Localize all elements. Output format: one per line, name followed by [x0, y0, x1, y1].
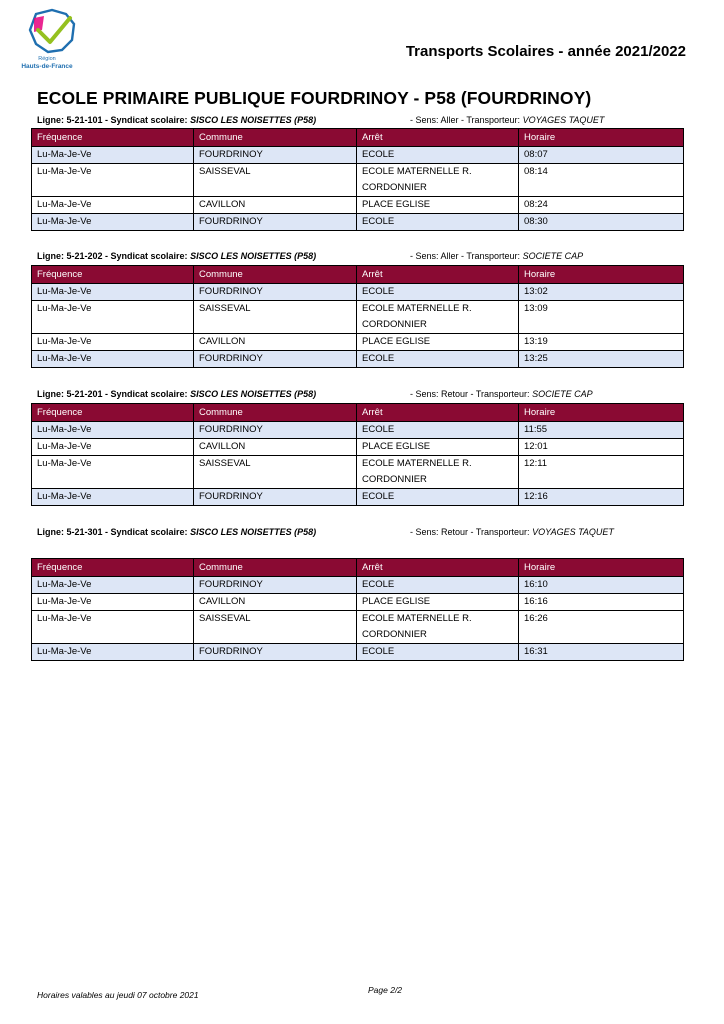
- logo-caption: [16, 56, 78, 70]
- column-header: Commune: [194, 559, 357, 577]
- arret-cell: [357, 439, 519, 456]
- commune-cell: FOURDRINOY: [194, 422, 357, 439]
- horaire-cell: 08:24: [519, 197, 684, 214]
- horaire-cell: 13:19: [519, 334, 684, 351]
- arret-cell: [357, 164, 519, 197]
- table-row: [32, 577, 684, 594]
- horaire-cell: 16:31: [519, 644, 684, 661]
- line-header: [37, 115, 605, 127]
- column-header: Fréquence: [32, 559, 194, 577]
- horaire-cell: 13:02: [519, 284, 684, 301]
- table-row: [32, 301, 684, 334]
- arret-line: ECOLE MATERNELLE R.: [362, 458, 472, 469]
- horaire-cell: 08:07: [519, 147, 684, 164]
- commune-cell: CAVILLON: [194, 197, 357, 214]
- transporteur-name: VOYAGES TAQUET: [532, 527, 614, 537]
- document-title: Transports Scolaires - année 2021/2022: [405, 43, 686, 60]
- arret-line-2: CORDONNIER: [362, 629, 427, 640]
- sens-label: - Sens: Aller - Transporteur:: [410, 251, 521, 261]
- table-header-row: [32, 266, 684, 284]
- arret-line: ECOLE: [362, 149, 395, 160]
- commune-cell: FOURDRINOY: [194, 489, 357, 506]
- table-header-row: [32, 559, 684, 577]
- sens-label: - Sens: Aller - Transporteur:: [410, 115, 521, 125]
- column-header: Fréquence: [32, 266, 194, 284]
- arret-line: ECOLE MATERNELLE R.: [362, 166, 472, 177]
- sens-label: - Sens: Retour - Transporteur:: [410, 527, 530, 537]
- commune-cell: FOURDRINOY: [194, 644, 357, 661]
- commune-cell: SAISSEVAL: [194, 164, 357, 197]
- horaire-cell: 08:30: [519, 214, 684, 231]
- frequence-cell: Lu-Ma-Je-Ve: [32, 284, 194, 301]
- frequence-cell: Lu-Ma-Je-Ve: [32, 439, 194, 456]
- table-row: [32, 594, 684, 611]
- frequence-cell: Lu-Ma-Je-Ve: [32, 164, 194, 197]
- transporteur-name: VOYAGES TAQUET: [522, 115, 605, 125]
- line-header: [37, 251, 584, 263]
- arret-line: ECOLE MATERNELLE R.: [362, 303, 472, 314]
- horaire-cell: 13:09: [519, 301, 684, 334]
- frequence-cell: Lu-Ma-Je-Ve: [32, 422, 194, 439]
- column-header: Horaire: [519, 404, 684, 422]
- school-title: ECOLE PRIMAIRE PUBLIQUE FOURDRINOY - P58 (FOURDRINOY): [37, 88, 592, 108]
- syndicat-name: SISCO LES NOISETTES (P58): [190, 527, 317, 537]
- column-header: Commune: [194, 129, 357, 147]
- arret-line: ECOLE: [362, 216, 395, 227]
- frequence-cell: Lu-Ma-Je-Ve: [32, 351, 194, 368]
- commune-cell: SAISSEVAL: [194, 611, 357, 644]
- arret-cell: [357, 456, 519, 489]
- commune-cell: FOURDRINOY: [194, 577, 357, 594]
- frequence-cell: Lu-Ma-Je-Ve: [32, 147, 194, 164]
- commune-cell: FOURDRINOY: [194, 284, 357, 301]
- column-header: Arrêt: [357, 404, 519, 422]
- horaire-cell: 12:11: [519, 456, 684, 489]
- arret-line: ECOLE: [362, 286, 395, 297]
- arret-line: ECOLE: [362, 353, 395, 364]
- frequence-cell: Lu-Ma-Je-Ve: [32, 577, 194, 594]
- arret-cell: [357, 594, 519, 611]
- commune-cell: CAVILLON: [194, 594, 357, 611]
- line-label: Ligne: 5-21-101 - Syndicat scolaire:: [37, 115, 188, 125]
- arret-line: PLACE EGLISE: [362, 596, 431, 607]
- table-row: [32, 439, 684, 456]
- table-row: [32, 489, 684, 506]
- transporteur-name: SOCIETE CAP: [532, 389, 593, 399]
- column-header: Arrêt: [357, 559, 519, 577]
- line-header: [37, 389, 593, 401]
- commune-cell: SAISSEVAL: [194, 456, 357, 489]
- frequence-cell: Lu-Ma-Je-Ve: [32, 644, 194, 661]
- frequence-cell: Lu-Ma-Je-Ve: [32, 489, 194, 506]
- sens-transporteur: [410, 527, 614, 537]
- table-row: [32, 611, 684, 644]
- commune-cell: FOURDRINOY: [194, 351, 357, 368]
- column-header: Fréquence: [32, 129, 194, 147]
- column-header: Commune: [194, 266, 357, 284]
- horaire-cell: 12:01: [519, 439, 684, 456]
- line-label: Ligne: 5-21-201 - Syndicat scolaire:: [37, 389, 188, 399]
- commune-cell: CAVILLON: [194, 334, 357, 351]
- column-header: Arrêt: [357, 266, 519, 284]
- table-header-row: [32, 404, 684, 422]
- arret-cell: [357, 334, 519, 351]
- table-row: [32, 334, 684, 351]
- schedule-table: [31, 403, 684, 506]
- line-label: Ligne: 5-21-301 - Syndicat scolaire:: [37, 527, 188, 537]
- horaire-cell: 12:16: [519, 489, 684, 506]
- table-row: [32, 456, 684, 489]
- column-header: Horaire: [519, 129, 684, 147]
- arret-cell: [357, 351, 519, 368]
- arret-cell: [357, 422, 519, 439]
- arret-line: ECOLE: [362, 579, 395, 590]
- arret-cell: [357, 489, 519, 506]
- column-header: Fréquence: [32, 404, 194, 422]
- sens-transporteur: [410, 251, 583, 261]
- frequence-cell: Lu-Ma-Je-Ve: [32, 214, 194, 231]
- commune-cell: CAVILLON: [194, 439, 357, 456]
- horaire-cell: 16:26: [519, 611, 684, 644]
- column-header: Arrêt: [357, 129, 519, 147]
- column-header: Commune: [194, 404, 357, 422]
- table-row: [32, 351, 684, 368]
- sens-transporteur: [410, 115, 604, 125]
- syndicat-name: SISCO LES NOISETTES (P58): [190, 115, 317, 125]
- transporteur-name: SOCIETE CAP: [522, 251, 584, 261]
- commune-cell: FOURDRINOY: [194, 214, 357, 231]
- horaire-cell: 08:14: [519, 164, 684, 197]
- horaire-cell: 13:25: [519, 351, 684, 368]
- arret-cell: [357, 284, 519, 301]
- schedule-table: [31, 128, 684, 231]
- column-header: Horaire: [519, 266, 684, 284]
- arret-cell: [357, 644, 519, 661]
- arret-cell: [357, 197, 519, 214]
- schedule-table: [31, 265, 684, 368]
- table-row: [32, 644, 684, 661]
- table-row: [32, 214, 684, 231]
- schedule-table: [31, 558, 684, 661]
- arret-cell: [357, 214, 519, 231]
- table-row: [32, 147, 684, 164]
- syndicat-name: SISCO LES NOISETTES (P58): [190, 389, 317, 399]
- frequence-cell: Lu-Ma-Je-Ve: [32, 334, 194, 351]
- syndicat-name: SISCO LES NOISETTES (P58): [190, 251, 317, 261]
- table-header-row: [32, 129, 684, 147]
- table-row: [32, 284, 684, 301]
- horaire-cell: 16:16: [519, 594, 684, 611]
- frequence-cell: Lu-Ma-Je-Ve: [32, 197, 194, 214]
- validity-note: Horaires valables au jeudi 07 octobre 2021: [37, 990, 199, 1000]
- arret-line: PLACE EGLISE: [362, 441, 431, 452]
- arret-line-2: CORDONNIER: [362, 474, 427, 485]
- table-row: [32, 422, 684, 439]
- page-number: Page 2/2: [368, 985, 403, 995]
- frequence-cell: Lu-Ma-Je-Ve: [32, 456, 194, 489]
- arret-line-2: CORDONNIER: [362, 182, 427, 193]
- arret-line: PLACE EGLISE: [362, 199, 431, 210]
- logo-line-name: Hauts-de-France: [21, 63, 73, 70]
- column-header: Horaire: [519, 559, 684, 577]
- arret-line: PLACE EGLISE: [362, 336, 431, 347]
- line-label: Ligne: 5-21-202 - Syndicat scolaire:: [37, 251, 188, 261]
- arret-line: ECOLE MATERNELLE R.: [362, 613, 472, 624]
- frequence-cell: Lu-Ma-Je-Ve: [32, 594, 194, 611]
- arret-line: ECOLE: [362, 646, 395, 657]
- commune-cell: SAISSEVAL: [194, 301, 357, 334]
- sens-label: - Sens: Retour - Transporteur:: [410, 389, 530, 399]
- logo-line-region: Région: [38, 56, 56, 62]
- arret-line: ECOLE: [362, 424, 395, 435]
- arret-cell: [357, 301, 519, 334]
- table-row: [32, 197, 684, 214]
- horaire-cell: 11:55: [519, 422, 684, 439]
- arret-cell: [357, 577, 519, 594]
- frequence-cell: Lu-Ma-Je-Ve: [32, 611, 194, 644]
- horaire-cell: 16:10: [519, 577, 684, 594]
- arret-line: ECOLE: [362, 491, 395, 502]
- frequence-cell: Lu-Ma-Je-Ve: [32, 301, 194, 334]
- table-row: [32, 164, 684, 197]
- arret-line-2: CORDONNIER: [362, 319, 427, 330]
- commune-cell: FOURDRINOY: [194, 147, 357, 164]
- arret-cell: [357, 611, 519, 644]
- line-header: [37, 527, 614, 539]
- sens-transporteur: [410, 389, 593, 399]
- arret-cell: [357, 147, 519, 164]
